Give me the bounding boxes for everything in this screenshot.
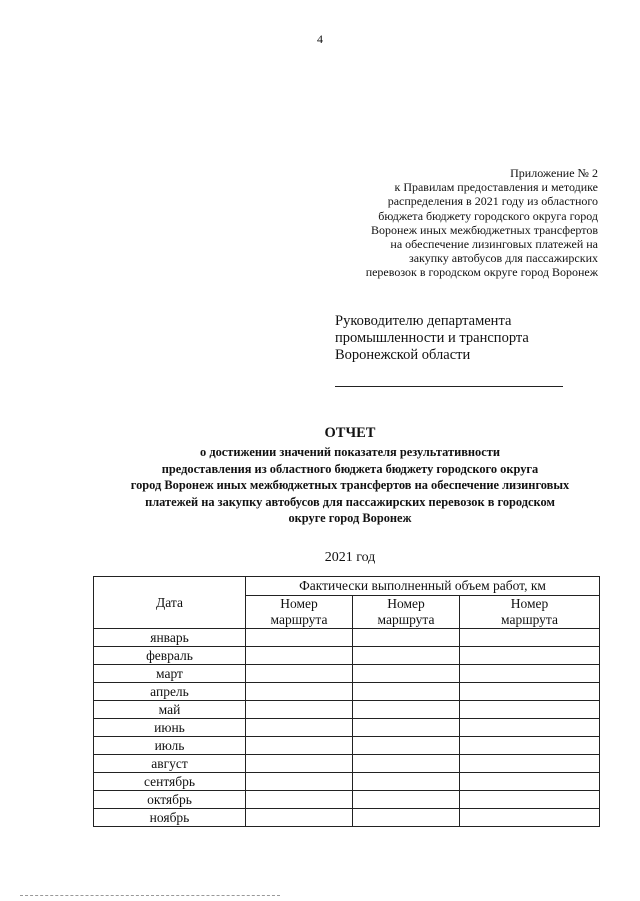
value-cell bbox=[460, 647, 600, 665]
appendix-line: бюджета бюджету городского округа город bbox=[378, 208, 598, 223]
report-year: 2021 год bbox=[324, 550, 376, 565]
report-subtitle-line: город Воронеж иных межбюджетных трансфертов на обеспечение лизинговых bbox=[130, 478, 570, 492]
appendix-block bbox=[318, 166, 598, 280]
month-cell: июль bbox=[94, 737, 246, 755]
table-row bbox=[94, 737, 600, 755]
value-cell bbox=[353, 647, 460, 665]
month-cell: сентябрь bbox=[94, 773, 246, 791]
value-cell bbox=[460, 737, 600, 755]
table-row bbox=[94, 683, 600, 701]
table-row bbox=[94, 773, 600, 791]
value-cell bbox=[353, 629, 460, 647]
value-cell bbox=[353, 683, 460, 701]
page-number: 4 bbox=[317, 32, 323, 46]
value-cell bbox=[246, 773, 353, 791]
value-cell bbox=[460, 701, 600, 719]
actual-work-header: Фактически выполненный объем работ, км bbox=[246, 577, 600, 596]
report-table bbox=[93, 576, 600, 827]
table-row bbox=[94, 647, 600, 665]
table-row bbox=[94, 665, 600, 683]
month-cell: июнь bbox=[94, 719, 246, 737]
value-cell bbox=[460, 665, 600, 683]
value-cell bbox=[246, 683, 353, 701]
value-cell bbox=[460, 773, 600, 791]
month-cell: ноябрь bbox=[94, 809, 246, 827]
value-cell bbox=[353, 665, 460, 683]
month-cell: апрель bbox=[94, 683, 246, 701]
route-number-header: Номер маршрута bbox=[460, 596, 600, 629]
addressee-line: промышленности и транспорта bbox=[335, 330, 529, 346]
report-subtitle-line: платежей на закупку автобусов для пассажирских перевозок в городском bbox=[145, 494, 555, 509]
value-cell bbox=[246, 647, 353, 665]
value-cell bbox=[246, 755, 353, 773]
month-cell: январь bbox=[94, 629, 246, 647]
value-cell bbox=[246, 719, 353, 737]
route-number-header: Номер маршрута bbox=[246, 596, 353, 629]
appendix-line: на обеспечение лизинговых платежей на bbox=[390, 237, 598, 252]
value-cell bbox=[353, 701, 460, 719]
value-cell bbox=[353, 719, 460, 737]
date-column-header: Дата bbox=[94, 577, 246, 629]
value-cell bbox=[460, 809, 600, 827]
report-subtitle-line: предоставления из областного бюджета бюджету городского округа bbox=[161, 461, 539, 476]
value-cell bbox=[460, 719, 600, 737]
route-number-header: Номер маршрута bbox=[353, 596, 460, 629]
table-row bbox=[94, 629, 600, 647]
month-cell: май bbox=[94, 701, 246, 719]
appendix-line: перевозок в городском округе город Воронеж bbox=[365, 265, 598, 280]
value-cell bbox=[246, 737, 353, 755]
value-cell bbox=[460, 683, 600, 701]
value-cell bbox=[353, 809, 460, 827]
value-cell bbox=[246, 701, 353, 719]
appendix-line: к Правилам предоставления и методике bbox=[394, 180, 598, 195]
value-cell bbox=[246, 809, 353, 827]
month-cell: август bbox=[94, 755, 246, 773]
report-title: ОТЧЕТ bbox=[324, 425, 376, 441]
addressee-block bbox=[335, 313, 595, 364]
month-cell: февраль bbox=[94, 647, 246, 665]
appendix-line: распределения в 2021 году из областного bbox=[387, 194, 598, 209]
table-row bbox=[94, 791, 600, 809]
value-cell bbox=[353, 737, 460, 755]
month-cell: октябрь bbox=[94, 791, 246, 809]
value-cell bbox=[460, 755, 600, 773]
value-cell bbox=[353, 755, 460, 773]
table-row bbox=[94, 809, 600, 827]
value-cell bbox=[246, 629, 353, 647]
report-subtitle bbox=[60, 444, 640, 527]
signature-line bbox=[335, 386, 563, 387]
table-row bbox=[94, 755, 600, 773]
value-cell bbox=[460, 629, 600, 647]
value-cell bbox=[353, 791, 460, 809]
addressee-line: Руководителю департамента bbox=[335, 313, 512, 329]
table-row bbox=[94, 701, 600, 719]
addressee-line: Воронежской области bbox=[335, 347, 471, 363]
report-subtitle-line: округе город Воронеж bbox=[288, 511, 412, 525]
appendix-line: Приложение № 2 bbox=[510, 166, 598, 180]
appendix-line: закупку автобусов для пассажирских bbox=[408, 251, 598, 266]
value-cell bbox=[353, 773, 460, 791]
value-cell bbox=[246, 665, 353, 683]
page-bottom-edge bbox=[20, 895, 280, 896]
value-cell bbox=[246, 791, 353, 809]
table-row bbox=[94, 719, 600, 737]
value-cell bbox=[460, 791, 600, 809]
month-cell: март bbox=[94, 665, 246, 683]
report-subtitle-line: о достижении значений показателя результативности bbox=[200, 445, 500, 459]
appendix-line: Воронеж иных межбюджетных трансфертов bbox=[370, 222, 598, 237]
